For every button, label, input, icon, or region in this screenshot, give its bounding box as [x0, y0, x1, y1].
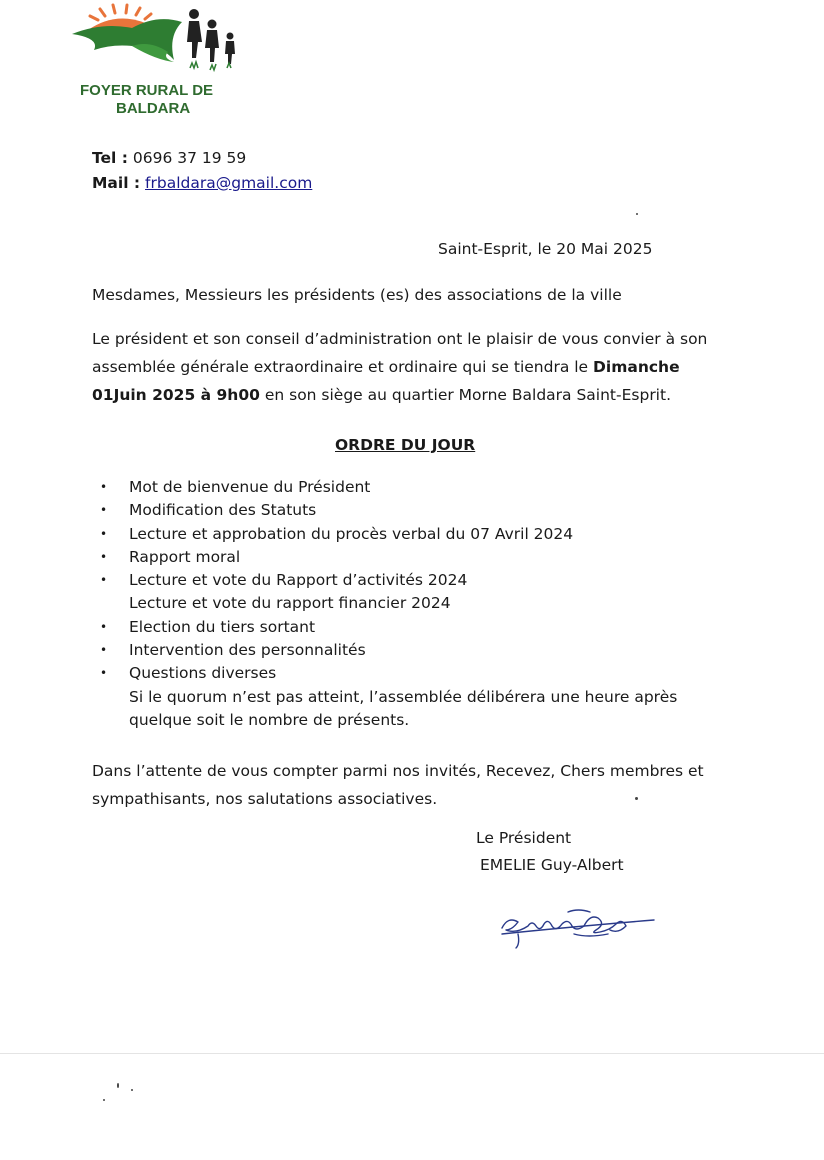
agenda-title: ORDRE DU JOUR	[335, 436, 476, 454]
agenda-item	[100, 592, 720, 615]
intro-line: Le président et son conseil d’administration ont le plaisir de vous convier à son	[92, 330, 708, 348]
bullet-icon: •	[100, 503, 108, 518]
scan-speck	[117, 1083, 119, 1088]
agenda-item	[100, 546, 720, 569]
signer-title: Le Président	[476, 829, 572, 847]
scan-speck	[103, 1099, 105, 1101]
agenda-item-text: Rapport moral	[129, 547, 241, 566]
closing-line: Dans l’attente de vous compter parmi nos invités, Recevez, Chers membres et	[92, 762, 704, 780]
bullet-icon: •	[100, 573, 108, 588]
agenda-item-text: Election du tiers sortant	[129, 617, 316, 636]
phone-label: Tel :	[92, 149, 128, 167]
agenda-item-text: Lecture et approbation du procès verbal du 07 Avril 2024	[129, 524, 574, 543]
agenda-item-text: Lecture et vote du rapport financier 2024	[129, 594, 451, 613]
phone-row	[92, 146, 312, 171]
bullet-icon: •	[100, 526, 108, 541]
intro-text: en son siège au quartier Morne Baldara Saint-Esprit.	[259, 386, 671, 404]
agenda-item-text: Modification des Statuts	[129, 501, 317, 520]
phone-number: 0696 37 19 59	[132, 149, 247, 167]
agenda-item-text: Si le quorum n’est pas atteint, l’assemblée délibérera une heure après	[129, 687, 678, 706]
place-date: Saint-Esprit, le 20 Mai 2025	[438, 240, 653, 258]
agenda-item-text: quelque soit le nombre de présents.	[129, 710, 410, 729]
scan-speck	[636, 213, 638, 215]
intro-text: assemblée générale extraordinaire et ordinaire qui se tiendra le	[92, 358, 594, 376]
agenda-item	[100, 523, 720, 546]
agenda-item	[100, 569, 720, 592]
agenda-item	[100, 499, 720, 522]
agenda-item	[100, 709, 720, 732]
agenda-list	[100, 476, 720, 732]
agenda-item-text: Mot de bienvenue du Président	[129, 478, 371, 496]
signer-block	[476, 825, 624, 879]
meeting-date-time: 01Juin 2025 à 9h00	[92, 386, 260, 404]
email-row	[92, 171, 312, 196]
closing-paragraph	[92, 757, 732, 813]
agenda-item	[100, 686, 720, 709]
bullet-icon: •	[100, 643, 108, 658]
contact-block	[92, 146, 312, 196]
agenda-item-text: Intervention des personnalités	[129, 641, 366, 660]
scan-speck	[131, 1089, 133, 1091]
agenda-item-text: Lecture et vote du Rapport d’activités 2024	[129, 571, 468, 590]
signer-name: EMELIE Guy-Albert	[480, 856, 624, 874]
email-link[interactable]: frbaldara@gmail.com	[145, 174, 313, 192]
organization-name-line1: FOYER RURAL DE	[80, 82, 214, 99]
email-label: Mail :	[92, 174, 141, 192]
bullet-icon: •	[100, 480, 108, 494]
handwritten-signature	[498, 904, 658, 954]
salutation: Mesdames, Messieurs les présidents (es) des associations de la ville	[92, 286, 622, 304]
bullet-icon: •	[100, 619, 108, 634]
scan-edge-line	[0, 1053, 824, 1054]
agenda-item	[100, 639, 720, 662]
agenda-item	[100, 616, 720, 639]
intro-paragraph	[92, 325, 712, 409]
foyer-rural-logo	[72, 2, 242, 80]
intro-line	[92, 381, 712, 409]
agenda-item	[100, 662, 720, 685]
closing-line: sympathisants, nos salutations associatives.	[92, 790, 438, 808]
meeting-day: Dimanche	[593, 358, 680, 376]
intro-line	[92, 353, 712, 381]
organization-name	[80, 82, 240, 118]
organization-name-line2: BALDARA	[116, 100, 191, 117]
bullet-icon: •	[100, 549, 108, 564]
agenda-item-text: Questions diverses	[129, 664, 277, 683]
bullet-icon: •	[100, 666, 108, 681]
scan-speck	[635, 797, 638, 800]
agenda-item	[100, 476, 720, 499]
